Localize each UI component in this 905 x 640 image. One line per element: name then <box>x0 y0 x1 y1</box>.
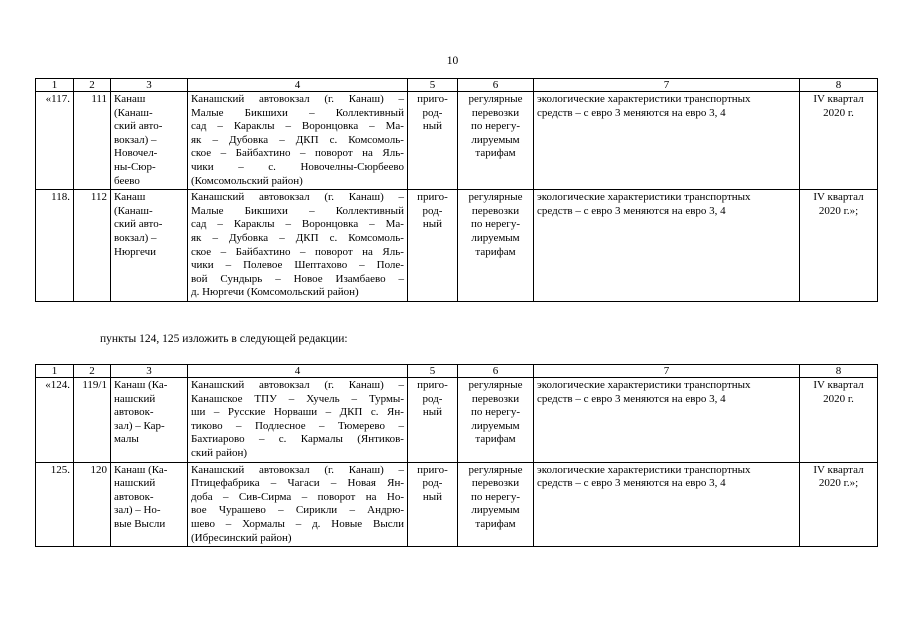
route-type-line: род- <box>422 204 443 217</box>
route-name-line: Нюргечи <box>114 245 157 258</box>
route-name-line: зал) – Кар- <box>114 419 165 432</box>
deadline-line: 2020 г. <box>823 392 854 405</box>
transport-kind-line: регулярные <box>468 93 523 105</box>
route-path-line: ский район) <box>191 446 248 459</box>
change-description-cell <box>534 190 800 302</box>
transport-kind-line: перевозки <box>471 106 520 119</box>
route-name-line: вые Высли <box>114 517 166 530</box>
transport-kind-line: по нерегу- <box>471 218 520 231</box>
transport-kind-line: перевозки <box>471 477 520 490</box>
route-path-line: ское – Байбахтино – поворот на Яль- <box>191 147 404 160</box>
column-number-7: 7 <box>534 365 800 378</box>
column-number-8: 8 <box>800 79 878 92</box>
column-number-6: 6 <box>458 79 534 92</box>
route-type-line: род- <box>422 392 443 405</box>
route-type-line: ный <box>422 120 443 133</box>
route-type-line: ный <box>422 490 443 503</box>
change-description-line: средств – с евро 3 меняются на евро 3, 4 <box>537 204 726 217</box>
deadline-line: 2020 г.»; <box>818 477 859 490</box>
table-row <box>36 190 878 302</box>
route-name-line: вокзал) – <box>114 231 157 244</box>
route-path-line: д. Нюргечи (Комсомольский район) <box>191 286 359 299</box>
route-path-line: шево – Хормалы – д. Новые Высли <box>191 517 404 530</box>
route-name-line: (Канаш- <box>114 106 153 119</box>
transport-kind-cell <box>458 462 534 547</box>
amendment-note: пункты 124, 125 изложить в следующей редакции: <box>100 333 348 345</box>
route-type-line: род- <box>422 477 443 490</box>
route-name-line: нашский <box>114 392 156 405</box>
change-description-line: средств – с евро 3 меняются на евро 3, 4 <box>537 106 726 119</box>
change-description-cell <box>534 92 800 190</box>
transport-kind-line: перевозки <box>471 392 520 405</box>
route-path-line: (Комсомольский район) <box>191 174 303 187</box>
column-number-3: 3 <box>111 79 188 92</box>
route-type-cell <box>408 92 458 190</box>
header-row <box>36 365 878 378</box>
route-type-line: ный <box>422 218 443 231</box>
routes-table-1 <box>35 78 878 302</box>
table-row <box>36 378 878 463</box>
route-path-line: ши – Русские Норваши – ДКП с. Ян- <box>191 406 404 419</box>
route-name-cell <box>111 378 188 463</box>
column-number-4: 4 <box>188 365 408 378</box>
route-path-line: Малые Бикшихи – Коллективный <box>191 106 404 119</box>
deadline-line: IV квартал <box>813 379 864 391</box>
route-path-line: Канашский автовокзал (г. Канаш) – <box>191 93 404 105</box>
deadline-line: 2020 г.»; <box>818 204 859 217</box>
route-name-line: ны-Сюр- <box>114 160 156 173</box>
deadline-cell <box>800 378 878 463</box>
transport-kind-line: лируемым <box>471 419 520 432</box>
transport-kind-line: тарифам <box>475 433 516 446</box>
route-path-line: чики – Полевое Шептахово – Поле- <box>191 259 404 272</box>
route-path-line: чики – с. Новочелны-Сюрбеево <box>191 160 404 173</box>
change-description-line: средств – с евро 3 меняются на евро 3, 4 <box>537 477 726 490</box>
deadline-line: IV квартал <box>813 191 864 204</box>
route-path-line: як – Дубовка – ДКП с. Комсомоль- <box>191 133 404 146</box>
column-number-7: 7 <box>534 79 800 92</box>
item-number-cell: «117. <box>36 92 74 190</box>
route-path-cell <box>188 462 408 547</box>
page-number: 10 <box>446 55 459 67</box>
route-path-line: сад – Караклы – Воронцовка – Ма- <box>191 120 404 133</box>
route-path-line: Малые Бикшихи – Коллективный <box>191 204 404 217</box>
route-number-cell: 111 <box>74 92 111 190</box>
route-type-line: приго- <box>417 191 448 204</box>
change-description-line: экологические характеристики транспортных <box>537 379 751 391</box>
route-path-line: доба – Сив-Сирма – поворот на Но- <box>191 490 404 503</box>
item-number-cell: «124. <box>36 378 74 463</box>
transport-kind-line: по нерегу- <box>471 406 520 419</box>
table-row <box>36 92 878 190</box>
change-description-cell <box>534 378 800 463</box>
deadline-cell <box>800 190 878 302</box>
route-name-line: нашский <box>114 477 156 490</box>
change-description-cell <box>534 462 800 547</box>
transport-kind-line: лируемым <box>471 231 520 244</box>
transport-kind-line: по нерегу- <box>471 490 520 503</box>
route-name-line: зал) – Но- <box>114 504 161 517</box>
transport-kind-line: лируемым <box>471 133 520 146</box>
route-path-cell <box>188 378 408 463</box>
route-name-line: ский авто- <box>114 218 163 231</box>
route-path-line: вое Чурашево – Сирикли – Андрю- <box>191 504 404 517</box>
transport-kind-line: тарифам <box>475 147 516 160</box>
transport-kind-line: тарифам <box>475 517 516 530</box>
route-type-line: ный <box>422 406 443 419</box>
change-description-line: экологические характеристики транспортных <box>537 463 751 476</box>
route-path-line: Канашский автовокзал (г. Канаш) – <box>191 191 404 204</box>
column-number-2: 2 <box>74 365 111 378</box>
deadline-line: 2020 г. <box>823 106 854 119</box>
column-number-3: 3 <box>111 365 188 378</box>
route-name-line: Канаш (Ка- <box>114 379 168 391</box>
route-name-line: малы <box>114 433 139 446</box>
column-number-5: 5 <box>408 79 458 92</box>
column-number-4: 4 <box>188 79 408 92</box>
route-name-line: ский авто- <box>114 120 163 133</box>
route-name-line: Канаш <box>114 191 146 204</box>
route-path-line: Канашский автовокзал (г. Канаш) – <box>191 379 404 391</box>
change-description-line: экологические характеристики транспортных <box>537 191 751 204</box>
route-name-line: Канаш (Ка- <box>114 463 168 476</box>
transport-kind-line: перевозки <box>471 204 520 217</box>
route-path-cell <box>188 92 408 190</box>
column-number-8: 8 <box>800 365 878 378</box>
transport-kind-line: регулярные <box>468 191 523 204</box>
route-type-line: род- <box>422 106 443 119</box>
transport-kind-line: по нерегу- <box>471 120 520 133</box>
route-path-line: сад – Караклы – Воронцовка – Ма- <box>191 218 404 231</box>
route-number-cell: 112 <box>74 190 111 302</box>
route-name-cell <box>111 92 188 190</box>
route-name-line: (Канаш- <box>114 204 153 217</box>
transport-kind-cell <box>458 378 534 463</box>
column-number-2: 2 <box>74 79 111 92</box>
route-name-line: автовок- <box>114 406 154 419</box>
route-type-line: приго- <box>417 379 448 391</box>
deadline-line: IV квартал <box>813 93 864 105</box>
route-name-line: автовок- <box>114 490 154 503</box>
route-path-line: (Ибресинский район) <box>191 531 292 544</box>
routes-table-2 <box>35 364 878 547</box>
route-type-line: приго- <box>417 463 448 476</box>
deadline-cell <box>800 92 878 190</box>
transport-kind-line: регулярные <box>468 463 523 476</box>
route-name-line: Канаш <box>114 93 146 105</box>
deadline-line: IV квартал <box>813 463 864 476</box>
route-path-line: як – Дубовка – ДКП с. Комсомоль- <box>191 231 404 244</box>
header-row <box>36 79 878 92</box>
column-number-1: 1 <box>36 365 74 378</box>
route-type-cell <box>408 462 458 547</box>
column-number-1: 1 <box>36 79 74 92</box>
route-type-cell <box>408 378 458 463</box>
route-path-line: Птицефабрика – Чагаси – Новая Ян- <box>191 477 404 490</box>
route-number-cell: 119/1 <box>74 378 111 463</box>
route-path-cell <box>188 190 408 302</box>
route-name-line: беево <box>114 174 140 187</box>
route-name-cell <box>111 462 188 547</box>
route-path-line: вой Сундырь – Новое Изамбаево – <box>191 272 404 285</box>
route-path-line: Бахтиарово – с. Кармалы (Янтиков- <box>191 433 404 446</box>
deadline-cell <box>800 462 878 547</box>
item-number-cell: 118. <box>36 190 74 302</box>
change-description-line: экологические характеристики транспортных <box>537 93 751 105</box>
column-number-6: 6 <box>458 365 534 378</box>
route-type-line: приго- <box>417 93 448 105</box>
transport-kind-cell <box>458 190 534 302</box>
route-path-line: Канашский автовокзал (г. Канаш) – <box>191 463 404 476</box>
route-path-line: тиково – Подлесное – Тюмерево – <box>191 419 404 432</box>
route-number-cell: 120 <box>74 462 111 547</box>
route-type-cell <box>408 190 458 302</box>
column-number-5: 5 <box>408 365 458 378</box>
transport-kind-line: лируемым <box>471 504 520 517</box>
transport-kind-line: регулярные <box>468 379 523 391</box>
transport-kind-line: тарифам <box>475 245 516 258</box>
change-description-line: средств – с евро 3 меняются на евро 3, 4 <box>537 392 726 405</box>
transport-kind-cell <box>458 92 534 190</box>
table-row <box>36 462 878 547</box>
item-number-cell: 125. <box>36 462 74 547</box>
route-name-line: Новочел- <box>114 147 158 160</box>
route-path-line: ское – Байбахтино – поворот на Яль- <box>191 245 404 258</box>
route-name-cell <box>111 190 188 302</box>
route-path-line: Канашское ТПУ – Хучель – Турмы- <box>191 392 404 405</box>
route-name-line: вокзал) – <box>114 133 157 146</box>
